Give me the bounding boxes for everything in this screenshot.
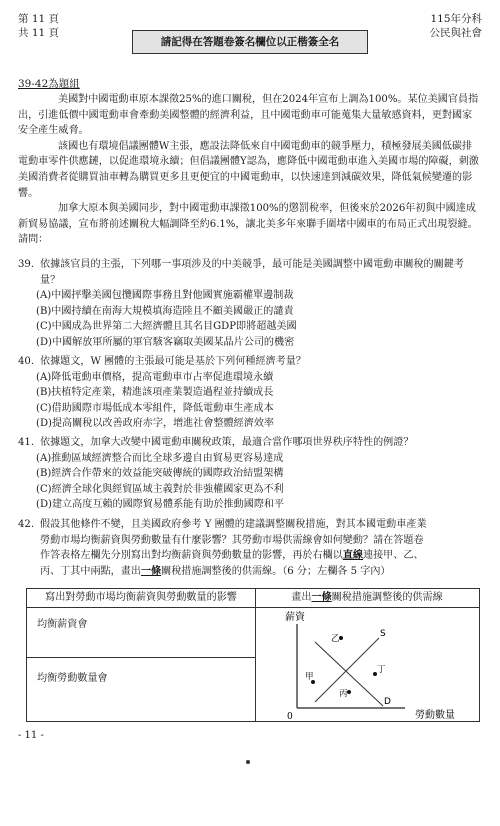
- demand-curve: [315, 642, 383, 706]
- y-axis-label: 薪資: [285, 612, 305, 623]
- supply-label: S: [380, 629, 386, 639]
- question-number: 39.: [18, 259, 35, 270]
- point-bing: [339, 689, 351, 699]
- point-jia-label: 甲: [305, 672, 314, 682]
- point-bing-label: 丙: [339, 689, 348, 699]
- question-40: [18, 354, 482, 432]
- option-c: (C)中國成為世界第二大經濟體且其名目GDP即將超越美國: [36, 321, 297, 333]
- option-b: (B)經濟合作帶來的效益能突破傳統的國際政治結盟架構: [36, 468, 284, 480]
- option-b: (B)扶植特定產業，精進該項產業製造過程並持續成長: [36, 387, 274, 399]
- question-text: 勞動市場均衡薪資與勞動數量有什麼影響？其勞動市場供需線會如何變動？請在答題卷: [40, 534, 424, 546]
- answer-table: [26, 588, 480, 722]
- point-bing-dot: [347, 690, 351, 694]
- question-stem: [18, 354, 482, 370]
- question-stem: [18, 435, 482, 451]
- question-text: 假設其他條件不變，且美國政府參考 Y 團體的建議調整關稅措施，對其本國電動車產業: [40, 519, 427, 530]
- emphasis-text: 一條: [311, 592, 332, 603]
- passage-paragraph: 美國對中國電動車原本課徵25%的進口關稅，但在2024年宣布上調為100%。某位美國官員指出，引進低價中國電動車會牽動美國整體的經濟利益，且中國電動車可能蒐集大量敏感資料，更對國家安全產生威脅。: [18, 94, 479, 137]
- passage-paragraph: 該國也有環境倡議團體W主張，應設法降低來自中國電動車的競爭壓力，積極發展美國低碳排電動車零件供應鏈，以促進環境永續；但倡議團體Y認為，應降低中國電動車進入美國市場的障礙，刺激美國消費者從購買油車轉為購買更多且更便宜的中國電動車，以快速達到減碳效果，降低氣候變遷的影響。: [18, 140, 479, 199]
- question-stem: [18, 517, 482, 533]
- header-text: 畫出: [291, 592, 312, 603]
- point-yi: [331, 634, 343, 644]
- header-text: 關稅措施調整後的供需線: [331, 592, 443, 603]
- signature-notice: 請記得在答題卷簽名欄位以正楷簽全名: [132, 30, 368, 54]
- header-page-info: [18, 12, 59, 40]
- option-d: (D)中國解放軍所屬的軍官駭客竊取美國某晶片公司的機密: [36, 336, 295, 348]
- x-axis-label: 勞動數量: [415, 710, 455, 721]
- question-text: [18, 564, 482, 580]
- row-divider: [27, 657, 255, 658]
- option-c: (C)借助國際市場低成本零組件，降低電動車生產成本: [36, 402, 274, 414]
- question-text: 依據題文，加拿大改變中國電動車關稅政策，最適合當作哪項世界秩序特性的例證？: [40, 437, 414, 448]
- point-ding: [373, 665, 386, 676]
- question-42: [18, 517, 482, 579]
- page-current: 第 11 頁: [18, 13, 60, 25]
- left-column-header: 寫出對勞動市場均衡薪資與勞動數量的影響: [27, 589, 255, 608]
- option-a: (A)推動區域經濟整合而比全球多邊自由貿易更容易達成: [36, 452, 284, 464]
- point-jia: [305, 672, 315, 684]
- equilibrium-quantity-label: 均衡勞動數量會: [37, 673, 108, 684]
- question-text: [18, 548, 482, 564]
- question-text-part: 丙、丁其中兩點，畫出: [40, 565, 141, 577]
- option-d: (D)建立高度互賴的國際貿易體系能有助於推動國際和平: [36, 499, 285, 511]
- question-number: 40.: [18, 356, 35, 367]
- question-text: 依據題文，W 團體的主張最可能是基於下列何種經濟考量？: [40, 356, 306, 367]
- point-yi-label: 乙: [331, 634, 340, 644]
- emphasis-text: 一條: [140, 565, 162, 577]
- question-group-title: 39-42為題組: [18, 78, 80, 90]
- exam-year: 115年分科: [430, 13, 482, 25]
- passage-paragraph: 加拿大原本與美國同步，對中國電動車課徵100%的懲罰稅率，但後來於2026年初與中國達成新貿易協議，宣布將前述關稅大幅調降至約6.1%，讓北美多年來聯手圍堵中國車的布局正式出現裂縫。請問：: [18, 203, 478, 246]
- origin-label: 0: [287, 712, 293, 721]
- question-text-part: 作答表格左欄先分別寫出對均衡薪資與勞動數量的影響，再於右欄以: [40, 550, 343, 562]
- option-c: (C)經濟全球化與經貿區域主義對於非強權國家更為不利: [36, 483, 284, 495]
- equilibrium-wage-label: 均衡薪資會: [37, 619, 88, 630]
- answer-right-column: [255, 589, 479, 721]
- option-d: (D)提高關稅以改善政府赤字，增進社會整體經濟效率: [36, 418, 275, 430]
- point-ding-label: 丁: [377, 665, 386, 675]
- reading-passage: [18, 92, 482, 248]
- page-footer-number: - 11 -: [18, 730, 44, 741]
- page-total: 共 11 頁: [18, 27, 60, 39]
- header-exam-info: [430, 12, 483, 40]
- question-number: 42.: [18, 519, 35, 530]
- demand-label: D: [384, 697, 391, 707]
- labor-market-graph: [255, 608, 479, 721]
- question-number: 41.: [18, 437, 35, 448]
- center-dot: [246, 760, 250, 764]
- question-text-part: 連接甲、乙、: [363, 550, 424, 562]
- exam-subject: 公民與社會: [429, 27, 482, 39]
- option-b: (B)中國持續在南海大規模填海造陸且不顧美國嚴正的譴責: [36, 305, 294, 317]
- question-stem: [18, 257, 482, 288]
- question-41: [18, 435, 482, 513]
- question-39: [18, 257, 482, 351]
- answer-left-column: [27, 589, 256, 721]
- option-a: (A)中國抨擊美國包攬國際事務且對他國實施霸權單邊制裁: [36, 290, 294, 302]
- point-yi-dot: [339, 636, 343, 640]
- question-text-part: 關稅措施調整後的供需線。（6 分；左欄各 5 字內）: [161, 565, 391, 577]
- question-text: 依據該官員的主張，下列哪一事項涉及的中美競爭，最可能是美國調整中國電動車關稅的關鍵考量？: [40, 259, 464, 286]
- emphasis-text: 直線: [342, 550, 363, 562]
- option-a: (A)降低電動車價格，提高電動車市占率促進環境永續: [36, 371, 274, 383]
- right-column-header: [255, 589, 479, 608]
